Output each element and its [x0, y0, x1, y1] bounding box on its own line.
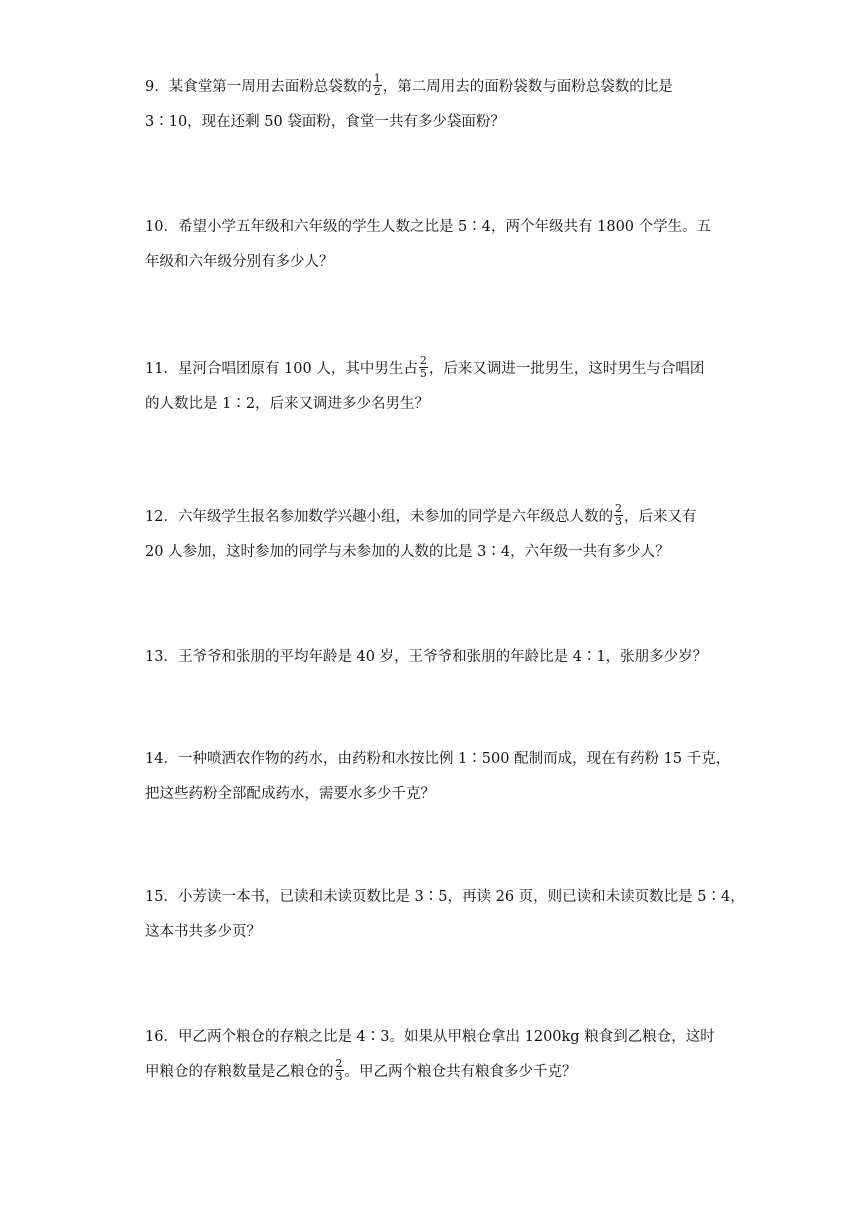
- question-12: [145, 500, 720, 570]
- fraction: $\frac{2}{3}$: [614, 501, 622, 528]
- question-line: 甲粮仓的存粮数量是乙粮仓的 $\frac{2}{3}$ 。甲乙两个粮仓共有粮食多少千克？: [145, 1056, 577, 1083]
- question-line: 10．希望小学五年级和六年级的学生人数之比是 5∶4，两个年级共有 1800 个学生。五: [145, 219, 712, 235]
- question-line: 12．六年级学生报名参加数学兴趣小组，未参加的同学是六年级总人数的 $\frac{2}{3}$ ，后来又有: [145, 501, 697, 528]
- question-line: 14．一种喷洒农作物的药水，由药粉和水按比例 1∶500 配制而成，现在有药粉 15 千克，: [145, 751, 731, 767]
- fraction: $\frac{1}{2}$: [373, 71, 381, 98]
- fraction: $\frac{2}{5}$: [419, 353, 427, 380]
- question-line: 这本书共多少页？: [145, 924, 261, 940]
- question-line: 的人数比是 1∶2，后来又调进多少名男生？: [145, 396, 430, 412]
- question-14: [145, 742, 731, 812]
- question-11: [145, 352, 720, 422]
- question-9: [145, 70, 720, 140]
- question-line: 年级和六年级分别有多少人？: [145, 254, 334, 270]
- question-15: [145, 880, 745, 950]
- question-10: [145, 210, 720, 280]
- question-line: 20 人参加，这时参加的同学与未参加的人数的比是 3∶4，六年级一共有多少人？: [145, 544, 670, 560]
- question-line: 16．甲乙两个粮仓的存粮之比是 4∶3。如果从甲粮仓拿出 1200kg 粮食到乙粮仓，这时: [145, 1029, 715, 1045]
- question-line: 15．小芳读一本书，已读和未读页数比是 3∶5，再读 26 页，则已读和未读页数比是 5∶4，: [145, 889, 745, 905]
- question-line: 11．星河合唱团原有 100 人，其中男生占 $\frac{2}{5}$ ，后来又调进一批男生，这时男生与合唱团: [145, 353, 705, 380]
- question-16: [145, 1020, 720, 1090]
- question-13: [145, 640, 720, 675]
- question-line: 3∶10，现在还剩 50 袋面粉，食堂一共有多少袋面粉？: [145, 114, 505, 130]
- fraction: $\frac{2}{3}$: [335, 1056, 343, 1083]
- question-line: 9．某食堂第一周用去面粉总袋数的 $\frac{1}{2}$ ，第二周用去的面粉袋数与面粉总袋数的比是: [145, 71, 673, 98]
- question-line: 把这些药粉全部配成药水，需要水多少千克？: [145, 786, 435, 802]
- question-line: 13．王爷爷和张朋的平均年龄是 40 岁，王爷爷和张朋的年龄比是 4∶1，张朋多少岁？: [145, 649, 708, 665]
